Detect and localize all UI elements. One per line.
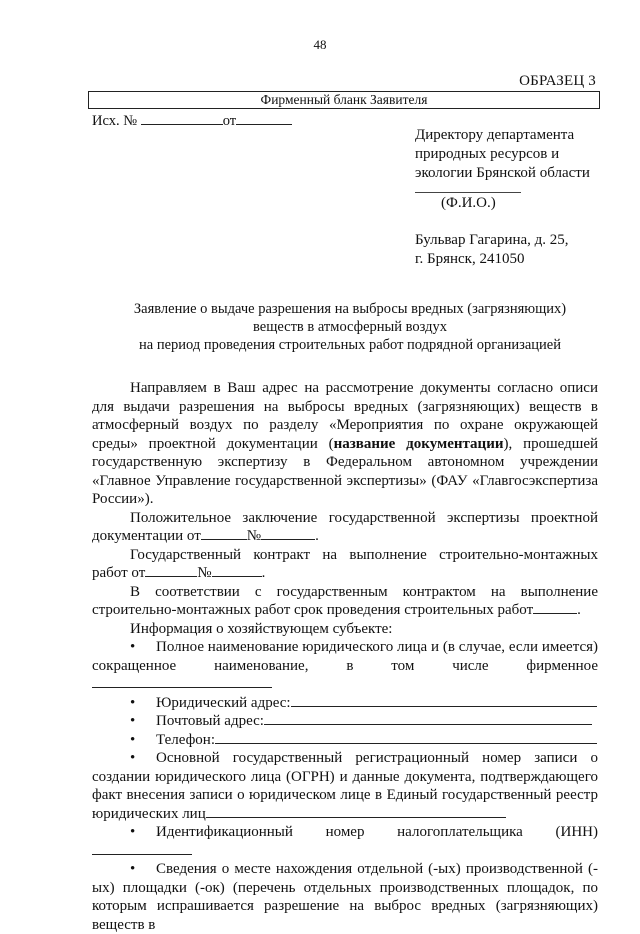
bullet-icon: • xyxy=(130,694,136,711)
inn-text: Идентификационный номер налогоплательщика (ИНН) xyxy=(156,824,598,840)
paragraph-term: В соответствии с государственным контрактом на выполнение строительно-монтажных работ срок проведения строительных работ . xyxy=(92,583,598,618)
phone-text: Телефон: xyxy=(156,731,215,748)
full-name-text: Полное наименование юридического лица и (в случае, если имеется) сокращенное наименование, в том числе фирменное xyxy=(92,639,598,674)
list-item-ogrn xyxy=(92,749,598,823)
page-number: 48 xyxy=(313,37,327,52)
bullet-icon: • xyxy=(130,731,136,748)
postal-address-blank xyxy=(264,712,592,725)
full-name-blank xyxy=(92,675,272,688)
outgoing-prefix: Исх. № xyxy=(92,113,138,129)
title-line: Заявление о выдаче разрешения на выбросы вредных (загрязняющих) xyxy=(133,301,567,317)
contract-number-blank xyxy=(212,564,262,577)
address-line: г. Брянск, 241050 xyxy=(415,251,525,267)
addressee-block xyxy=(415,126,590,183)
list-item-phone xyxy=(92,731,598,750)
letterhead-label: Фирменный бланк Заявителя xyxy=(260,92,428,107)
list-item-full-name xyxy=(92,638,598,694)
ogrn-text: Основной государственный регистрационный номер записи о создании юридического лица (ОГРН) и данные документа, подтверждающего факт внесения записи о юридическом лице в Единый государственный реестр юридических лиц xyxy=(92,750,598,822)
postal-address-text: Почтовый адрес: xyxy=(156,713,264,729)
term-blank xyxy=(533,601,577,614)
outgoing-date-prefix: от xyxy=(222,113,237,129)
legal-address-text: Юридический адрес: xyxy=(156,694,291,711)
bullet-icon: • xyxy=(130,713,136,729)
letterhead-box xyxy=(88,91,600,109)
contract-text: Государственный контракт на выполнение строительно-монтажных работ от xyxy=(92,546,598,581)
phone-blank xyxy=(215,731,597,744)
expertise-number-blank xyxy=(261,527,315,540)
paragraph-contract: Государственный контракт на выполнение строительно-монтажных работ от № . xyxy=(92,546,598,581)
list-item-site-location xyxy=(92,860,598,934)
ogrn-blank xyxy=(206,805,506,818)
list-item-inn xyxy=(92,823,598,860)
outgoing-number-line xyxy=(92,111,292,130)
list-item-legal-address xyxy=(92,694,598,713)
outgoing-date-blank xyxy=(236,111,292,125)
intro-text: Направляем в Ваш адрес на рассмотрение документы согласно описи для выдачи разрешения на выбросы вредных (загрязняющих) веществ в атмосферный воздух по разделу «Мероприятия по охране окружающей среды» проектной документации ( xyxy=(92,380,598,452)
addressee-line: Директору департамента xyxy=(415,127,575,143)
document-body xyxy=(92,379,598,934)
bullet-icon: • xyxy=(130,750,136,766)
sample-label: ОБРАЗЕЦ 3 xyxy=(519,73,596,89)
addressee-line: природных ресурсов и xyxy=(415,146,560,162)
bullet-icon: • xyxy=(130,639,136,655)
address-block xyxy=(415,231,569,269)
contract-date-blank xyxy=(145,564,197,577)
title-line: на период проведения строительных работ подрядной организацией xyxy=(139,337,561,353)
legal-address-blank xyxy=(291,694,597,707)
bullet-icon: • xyxy=(130,824,136,840)
expertise-date-blank xyxy=(201,527,247,540)
inn-blank xyxy=(92,842,192,855)
fio-signature-line xyxy=(415,192,521,193)
paragraph-intro xyxy=(92,379,598,509)
fio-label: (Ф.И.О.) xyxy=(441,195,496,211)
paragraph-expertise: Положительное заключение государственной экспертизы проектной документации от № . xyxy=(92,509,598,544)
outgoing-number-blank xyxy=(141,111,223,125)
paragraph-entity-info: Информация о хозяйствующем субъекте: xyxy=(130,620,393,637)
expertise-text: Положительное заключение государственной экспертизы проектной документации от xyxy=(92,509,598,544)
document-title xyxy=(80,300,620,354)
address-line: Бульвар Гагарина, д. 25, xyxy=(415,232,569,248)
title-line: веществ в атмосферный воздух xyxy=(253,319,447,335)
bullet-icon: • xyxy=(130,861,136,877)
list-item-postal-address xyxy=(92,712,598,731)
intro-text-end: ), прошедшей государственную экспертизу в Федеральном автономном учреждении «Главное Управление государственной экспертизы» (ФАУ «Главгосэкспертиза России»). xyxy=(92,435,598,507)
site-location-text: Сведения о месте нахождения отдельной (-ых) производственной (-ых) площадки (-ок) (перечень отдельных производственных площадок, по которым испрашивается разрешение на выброс вредных (загрязняющих) веществ в xyxy=(92,861,598,933)
intro-bold-text: название документации xyxy=(333,435,504,452)
term-text: В соответствии с государственным контрактом на выполнение строительно-монтажных работ срок проведения строительных работ xyxy=(92,583,598,618)
addressee-line: экологии Брянской области xyxy=(415,165,590,181)
